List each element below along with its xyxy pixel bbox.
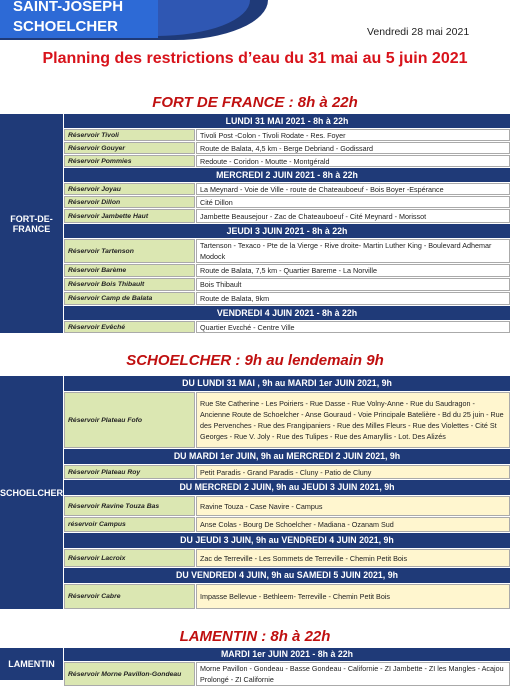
zone-list: Route de Balata, 7,5 km - Quartier Bareme - La Norville — [196, 264, 510, 277]
table-row — [64, 142, 510, 154]
zone-list: Rue Ste Catherine - Les Poiriers - Rue Dasse - Rue Volny-Anne - Rue du Saudragon - Ancienne Route de Schoelcher - Anse Gouraud - Voie Principale Batelière - Bd du 25 juin - Rue des Pervenches - Rue des Frangipaniers - Rue des Milles Fleurs - Rue des Violettes - Cité St Georges - Rue V. Joly - Rue des Tulipes - Rue des Amaryllis - Lot. Des Alizés — [196, 392, 510, 448]
zone-list: Tivoli Post -Colon - Tivoli Rodate - Res. Foyer — [196, 129, 510, 141]
section-lamentin — [0, 648, 510, 684]
reservoir-name: Réservoir Dillon — [64, 196, 195, 208]
zone-list: Petit Paradis - Grand Paradis - Cluny - Patio de Cluny — [196, 465, 510, 479]
document-date: Vendredi 28 mai 2021 — [367, 26, 470, 38]
section-title-fort-de-france: FORT DE FRANCE : 8h à 22h — [152, 94, 358, 111]
reservoir-name: Réservoir Camp de Balata — [64, 292, 195, 305]
reservoir-name: Réservoir Evêché — [64, 321, 195, 333]
document-title: Planning des restrictions d’eau du 31 mai au 5 juin 2021 — [42, 50, 468, 67]
table-row — [64, 264, 510, 277]
zone-list: Route de Balata, 4,5 km - Berge Debriand - Godissard — [196, 142, 510, 154]
reservoir-name: Réservoir Ravine Touza Bas — [64, 496, 195, 516]
section-schoelcher — [0, 376, 510, 609]
zone-list: Bois Thibault — [196, 278, 510, 291]
day-header: MARDI 1er JUIN 2021 - 8h à 22h — [64, 648, 510, 661]
table-row — [64, 196, 510, 208]
table-row — [64, 321, 510, 333]
section-title-lamentin: LAMENTIN : 8h à 22h — [179, 628, 331, 645]
day-header: DU MERCREDI 2 JUIN, 9h au JEUDI 3 JUIN 2021, 9h — [64, 480, 510, 495]
table-row — [64, 465, 510, 479]
reservoir-name: réservoir Campus — [64, 517, 195, 532]
commune-label: LAMENTIN — [0, 648, 63, 680]
schedule-table — [64, 114, 510, 333]
schedule-table — [64, 376, 510, 609]
header-line-2: SCHOELCHER — [13, 18, 119, 35]
reservoir-name: Réservoir Bois Thibault — [64, 278, 195, 291]
table-row — [64, 496, 510, 516]
table-row — [64, 129, 510, 141]
table-row — [64, 239, 510, 263]
table-row — [64, 155, 510, 167]
day-header: VENDREDI 4 JUIN 2021 - 8h à 22h — [64, 306, 510, 320]
commune-label: FORT-DE-FRANCE — [0, 114, 63, 333]
section-title-schoelcher: SCHOELCHER : 9h au lendemain 9h — [126, 352, 384, 369]
zone-list: Quartier Evεché - Centre Ville — [196, 321, 510, 333]
reservoir-name: Réservoir Jambette Haut — [64, 209, 195, 223]
zone-list: Zac de Terreville - Les Sommets de Terreville - Chemin Petit Bois — [196, 549, 510, 567]
zone-list: Jambette Beausejour - Zac de Chateauboeuf - Cité Meynard - Morissot — [196, 209, 510, 223]
day-header: LUNDI 31 MAI 2021 - 8h à 22h — [64, 114, 510, 128]
reservoir-name: Réservoir Joyau — [64, 183, 195, 195]
reservoir-name: Réservoir Tivoli — [64, 129, 195, 141]
zone-list: Impasse Bellevue - Bethleem- Terreville - Chemin Petit Bois — [196, 584, 510, 609]
day-header: MERCREDI 2 JUIN 2021 - 8h à 22h — [64, 168, 510, 182]
day-header: DU JEUDI 3 JUIN, 9h au VENDREDI 4 JUIN 2021, 9h — [64, 533, 510, 548]
zone-list: Route de Balata, 9km — [196, 292, 510, 305]
section-fort-de-france — [0, 114, 510, 333]
reservoir-name: Réservoir Plateau Roy — [64, 465, 195, 479]
zone-list: La Meynard - Voie de Ville - route de Chateauboeuf - Bois Boyer -Espérance — [196, 183, 510, 195]
reservoir-name: Réservoir Tartenson — [64, 239, 195, 263]
zone-list: Redoute - Coridon - Moutte - Montgérald — [196, 155, 510, 167]
schedule-table — [64, 648, 510, 684]
day-header: DU VENDREDI 4 JUIN, 9h au SAMEDI 5 JUIN 2021, 9h — [64, 568, 510, 583]
table-row — [64, 517, 510, 532]
zone-list: Tartenson - Texaco - Pte de la Vierge - Rive droite- Martin Luther King - Boulevard Adhemar Modock — [196, 239, 510, 263]
commune-label: SCHOELCHER — [0, 376, 63, 609]
reservoir-name: Réservoir Plateau Fofo — [64, 392, 195, 448]
table-row — [64, 278, 510, 291]
header-line-1: SAINT-JOSEPH — [13, 0, 124, 15]
reservoir-name: Réservoir Pommies — [64, 155, 195, 167]
zone-list: Anse Colas - Bourg De Schoelcher - Madiana - Ozanam Sud — [196, 517, 510, 532]
zone-list: Morne Pavillon - Gondeau - Basse Gondeau - Californie - ZI Jambette - ZI les Mangles - Acajou Prolongé - ZI Californie — [196, 662, 510, 686]
table-row — [64, 392, 510, 448]
reservoir-name: Réservoir Cabre — [64, 584, 195, 609]
day-header: JEUDI 3 JUIN 2021 - 8h à 22h — [64, 224, 510, 238]
table-row — [64, 584, 510, 609]
reservoir-name: Réservoir Morne Pavillon-Gondeau — [64, 662, 195, 686]
reservoir-name: Réservoir Barème — [64, 264, 195, 277]
reservoir-name: Réservoir Gouyer — [64, 142, 195, 154]
reservoir-name: Réservoir Lacroix — [64, 549, 195, 567]
table-row — [64, 662, 510, 686]
table-row — [64, 549, 510, 567]
table-row — [64, 209, 510, 223]
day-header: DU MARDI 1er JUIN, 9h au MERCREDI 2 JUIN 2021, 9h — [64, 449, 510, 464]
day-header: DU LUNDI 31 MAI , 9h au MARDI 1er JUIN 2021, 9h — [64, 376, 510, 391]
zone-list: Cité Dillon — [196, 196, 510, 208]
zone-list: Ravine Touza - Case Navire - Campus — [196, 496, 510, 516]
table-row — [64, 292, 510, 305]
table-row — [64, 183, 510, 195]
